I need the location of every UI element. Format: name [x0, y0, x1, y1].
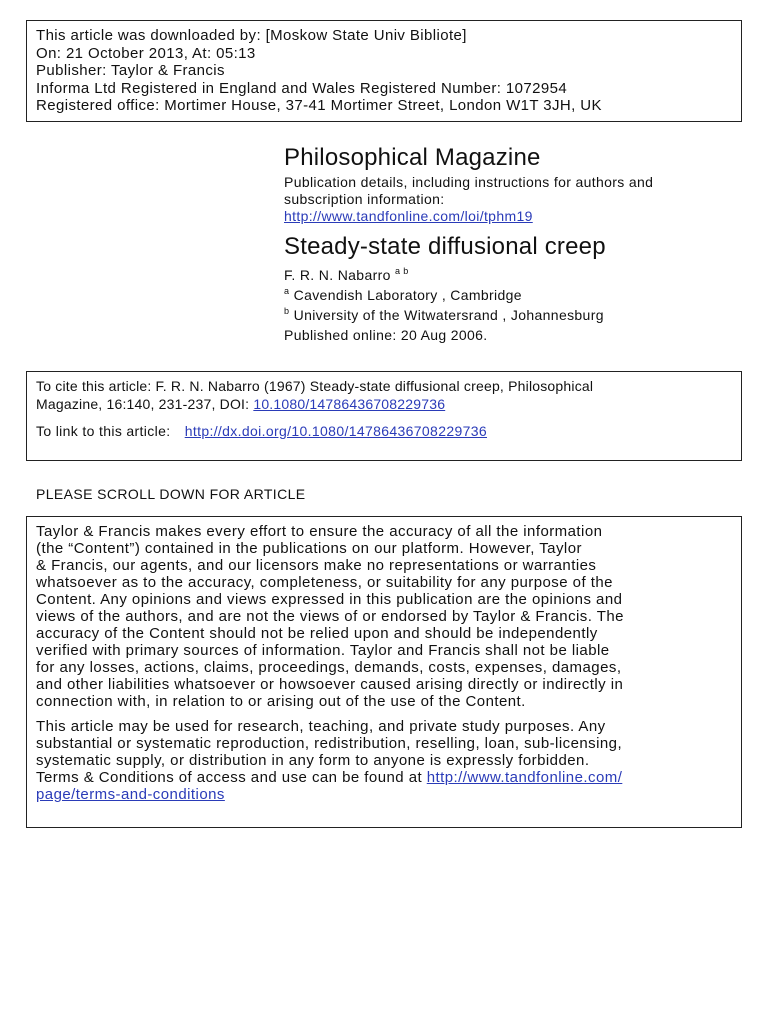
citation-line-2: [36, 396, 732, 414]
article-link-label: To link to this article:: [36, 423, 171, 439]
citation-text: [36, 378, 732, 413]
disclaimer-box: [26, 516, 742, 828]
disclaimer-line: accuracy of the Content should not be relied upon and should be independently: [36, 625, 598, 642]
disclaimer-line: views of the authors, and are not the views of or endorsed by Taylor & Francis. The: [36, 608, 624, 625]
article-title: Steady-state diffusional creep: [284, 233, 606, 260]
usage-line: systematic supply, or distribution in any form to anyone is expressly forbidden.: [36, 752, 590, 769]
usage-line: substantial or systematic reproduction, redistribution, reselling, loan, sub-licensing,: [36, 735, 623, 752]
disclaimer-line: Taylor & Francis makes every effort to ensure the accuracy of all the information: [36, 523, 603, 540]
affiliation-a: [284, 285, 744, 305]
citation-line: To cite this article: F. R. N. Nabarro (1967) Steady-state diffusional creep, Philosophical: [36, 378, 594, 394]
terms-link[interactable]: http://www.tandfonline.com/: [426, 769, 623, 786]
disclaimer-paragraph: [36, 523, 732, 710]
journal-title: Philosophical Magazine: [284, 144, 541, 171]
journal-info: [284, 144, 744, 345]
affiliation-mark: b: [284, 306, 290, 316]
publication-details-line: subscription information:: [284, 191, 445, 207]
disclaimer-line: verified with primary sources of information. Taylor and Francis shall not be liable: [36, 642, 610, 659]
publication-details: [284, 174, 744, 225]
affiliation-text: Cavendish Laboratory , Cambridge: [293, 287, 522, 303]
download-line: This article was downloaded by: [Moskow State Univ Bibliote]: [36, 27, 467, 44]
usage-paragraph: [36, 718, 732, 803]
article-doi-url-link[interactable]: http://dx.doi.org/10.1080/14786436708229736: [184, 423, 488, 439]
affiliation-b: [284, 305, 744, 325]
disclaimer-line: & Francis, our agents, and our licensors make no representations or warranties: [36, 557, 597, 574]
affiliation-mark: a: [284, 286, 290, 296]
published-date: Published online: 20 Aug 2006.: [284, 327, 488, 343]
disclaimer-line: connection with, in relation to or arising out of the use of the Content.: [36, 693, 526, 710]
affiliation-text: University of the Witwatersrand , Johannesburg: [293, 307, 604, 323]
author-line: [284, 265, 744, 285]
doi-link[interactable]: 10.1080/14786436708229736: [253, 395, 446, 412]
terms-line: [36, 786, 732, 803]
scroll-down-note: PLEASE SCROLL DOWN FOR ARTICLE: [36, 486, 306, 502]
download-date-line: On: 21 October 2013, At: 05:13: [36, 44, 256, 62]
author-affiliation-marks: a b: [395, 266, 409, 276]
article-link-line: [36, 423, 732, 440]
terms-text: Terms & Conditions of access and use can be found at: [36, 769, 427, 786]
disclaimer-line: and other liabilities whatsoever or howsoever caused arising directly or indirectly in: [36, 676, 624, 693]
journal-url-link[interactable]: http://www.tandfonline.com/loi/tphm19: [284, 208, 533, 224]
author-name: F. R. N. Nabarro: [284, 267, 391, 283]
disclaimer-line: (the “Content”) contained in the publications on our platform. However, Taylor: [36, 540, 582, 557]
citation-line: Magazine, 16:140, 231-237, DOI:: [36, 395, 250, 412]
citation-box: [26, 371, 742, 461]
terms-line: [36, 769, 732, 786]
registration-line: Informa Ltd Registered in England and Wales Registered Number: 1072954: [36, 79, 568, 97]
publication-details-line: Publication details, including instructions for authors and: [284, 174, 654, 190]
usage-line: This article may be used for research, teaching, and private study purposes. Any: [36, 718, 606, 735]
disclaimer-line: Content. Any opinions and views expressed in this publication are the opinions and: [36, 591, 623, 608]
terms-link[interactable]: page/terms-and-conditions: [36, 786, 225, 803]
registered-office-line: Registered office: Mortimer House, 37-41 Mortimer Street, London W1T 3JH, UK: [36, 97, 602, 115]
disclaimer-line: whatsoever as to the accuracy, completeness, or suitability for any purpose of the: [36, 574, 613, 591]
disclaimer-line: for any losses, actions, claims, proceedings, demands, costs, expenses, damages,: [36, 659, 622, 676]
publisher-line: Publisher: Taylor & Francis: [36, 62, 225, 80]
download-info-box: [26, 20, 742, 122]
